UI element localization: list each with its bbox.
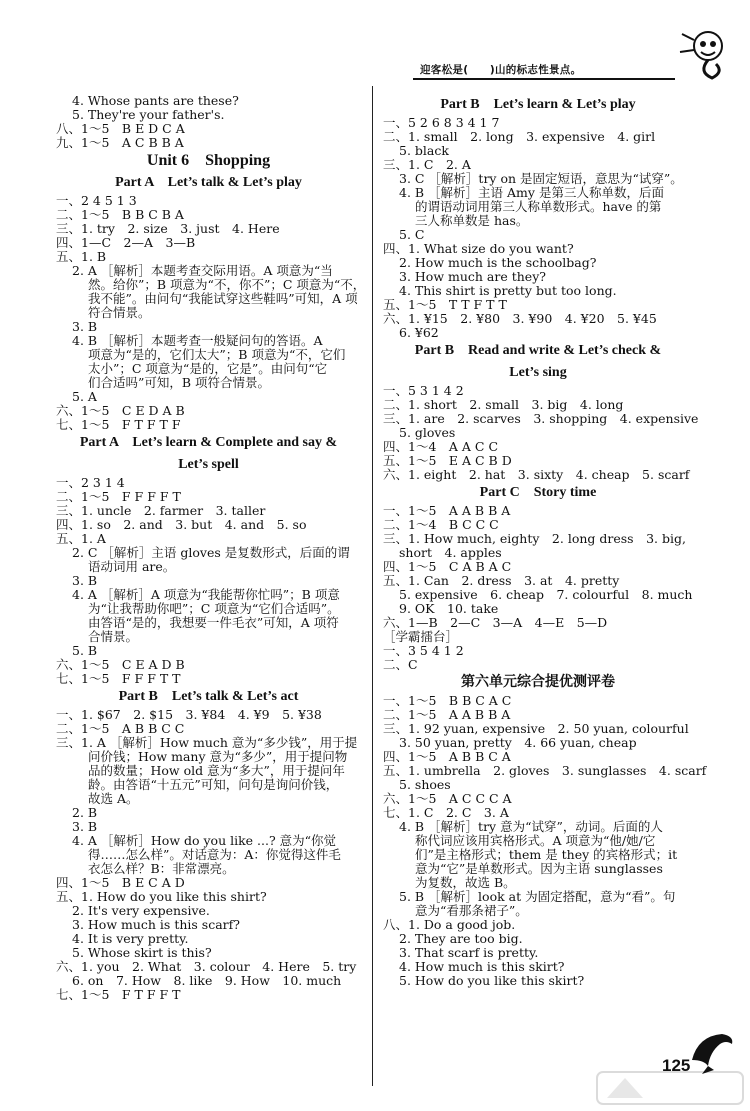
left-line: 语动词用 are。 (88, 559, 176, 574)
right-line: 为复数，故选 B。 (415, 875, 516, 890)
right-line: Part B Read and write & Let’s check & (414, 343, 662, 358)
left-line: 5. B (72, 643, 98, 658)
right-line: 2. How much is the schoolbag? (399, 255, 597, 270)
right-line: 五、1～5 E A C B D (383, 453, 512, 468)
right-line: 五、1. Can 2. dress 3. at 4. pretty (383, 573, 620, 588)
right-line: 四、1～5 C A B A C (383, 559, 512, 574)
left-line: 2. C ［解析］主语 gloves 是复数形式，后面的谓 (72, 545, 350, 560)
left-line: 太小”；C 项意为“是的，它是”。由问句“它 (88, 361, 328, 376)
left-line: 四、1. so 2. and 3. but 4. and 5. so (56, 517, 307, 532)
monkey-mascot-icon (668, 20, 730, 82)
left-line: 为“让我帮助你吧”；C 项意为“它们合适吗”。 (88, 601, 340, 616)
right-line: Let’s sing (509, 365, 567, 380)
left-line: 品的数量；How old 意为“多大”，用于提问年 (88, 763, 345, 778)
right-line: 们”是主格形式；them 是 they 的宾格形式；it (415, 847, 678, 862)
right-line: Part C Story time (479, 485, 597, 500)
left-line: 2. A ［解析］本题考查交际用语。A 项意为“当 (72, 263, 333, 278)
left-line: 九、1～5 A C B B A (56, 135, 184, 150)
right-line: 意为“看那条裙子”。 (415, 903, 528, 918)
right-line: 3. That scarf is pretty. (399, 945, 539, 960)
left-line: 4. A ［解析］A 项意为“我能帮你忙吗”；B 项意 (72, 587, 340, 602)
left-line: 二、1～5 A B B C C (56, 721, 185, 736)
left-line: 七、1～5 F T F F T (56, 987, 181, 1002)
left-line: Part B Let’s talk & Let’s act (118, 689, 299, 704)
right-line: 3. 50 yuan, pretty 4. 66 yuan, cheap (399, 735, 637, 750)
right-line: 一、3 5 4 1 2 (383, 643, 464, 658)
left-line: 龄。由答语“十五元”可知，问句是询问价钱， (88, 777, 339, 792)
right-line: 4. B ［解析］try 意为“试穿”，动词。后面的人 (399, 819, 663, 834)
right-line: 5. gloves (399, 425, 456, 440)
left-line: 5. A (72, 389, 97, 404)
right-line: 5. expensive 6. cheap 7. colourful 8. much (399, 587, 693, 602)
right-line: 意为“它”是单数形式。因为主语 sunglasses (415, 861, 663, 876)
right-line: 三、1. 92 yuan, expensive 2. 50 yuan, colourful (383, 721, 689, 736)
page-number: 125 (662, 1056, 691, 1075)
right-line: 称代词应该用宾格形式。A 项意为“他/她/它 (415, 833, 656, 848)
left-line: 5. They're your father's. (72, 107, 225, 122)
left-line: 二、1～5 F F F F T (56, 489, 181, 504)
left-line: 三、1. A ［解析］How much 意为“多少钱”，用于提 (56, 735, 358, 750)
left-line: 七、1～5 F F F T T (56, 671, 181, 686)
left-line: 4. Whose pants are these? (72, 93, 239, 108)
left-line: 故选 A。 (88, 791, 139, 806)
right-column (383, 94, 707, 988)
right-line: 二、C (383, 657, 418, 672)
right-line: 三、1. are 2. scarves 3. shopping 4. expensive (383, 411, 699, 426)
right-line: 六、1—B 2—C 3—A 4—E 5—D (383, 615, 608, 630)
left-line: 六、1～5 C E A D B (56, 657, 185, 672)
right-line: 四、1～4 A A C C (383, 439, 499, 454)
left-line: 衣怎么样？B：非常漂亮。 (88, 861, 235, 876)
left-line: 4. It is very pretty. (72, 931, 189, 946)
right-line: 4. This shirt is pretty but too long. (399, 283, 617, 298)
left-line: 3. B (72, 573, 98, 588)
left-line: 八、1～5 B E D C A (56, 121, 185, 136)
left-line: 3. B (72, 319, 98, 334)
right-line: Part B Let’s learn & Let’s play (440, 97, 636, 112)
left-line: 2. B (72, 805, 98, 820)
left-line: 得……怎么样”。对话意为：A：你觉得这件毛 (88, 847, 341, 862)
right-line: 六、1. ¥15 2. ¥80 3. ¥90 4. ¥20 5. ¥45 (383, 311, 657, 326)
right-line: 一、1～5 B B C A C (383, 693, 512, 708)
left-line: 由答语“是的，我想要一件毛衣”可知，A 项符 (88, 615, 339, 630)
right-line: ［学霸擂台］ (383, 629, 459, 644)
left-line: 六、1. you 2. What 3. colour 4. Here 5. try (56, 959, 357, 974)
right-line: 一、1～5 A A B B A (383, 503, 511, 518)
left-line: Let’s spell (178, 457, 239, 472)
left-line: 问价钱；How many 意为“多少”，用于提问物 (88, 749, 348, 764)
right-line: 的谓语动词用第三人称单数形式。have 的第 (415, 199, 662, 214)
column-divider (372, 86, 373, 1086)
left-line: 六、1～5 C E D A B (56, 403, 185, 418)
left-line: 合情景。 (88, 629, 139, 644)
right-line: 5. black (399, 143, 449, 158)
left-line: 2. It's very expensive. (72, 903, 210, 918)
left-line: 五、1. B (56, 249, 107, 264)
right-line: 5. C (399, 227, 425, 242)
right-line: 四、1. What size do you want? (383, 241, 574, 256)
right-line: 六、1. eight 2. hat 3. sixty 4. cheap 5. scarf (383, 467, 690, 482)
left-line: 四、1～5 B E C A D (56, 875, 185, 890)
right-line: 二、1. small 2. long 3. expensive 4. girl (383, 129, 656, 144)
right-line: 2. They are too big. (399, 931, 523, 946)
left-line: 3. How much is this scarf? (72, 917, 240, 932)
right-line: 五、1～5 T T F T T (383, 297, 507, 312)
left-line: Part A Let’s learn & Complete and say & (79, 435, 338, 450)
left-column (56, 93, 366, 1002)
right-line: 一、5 2 6 8 3 4 1 7 (383, 115, 500, 130)
left-line: 4. B ［解析］本题考查一般疑问句的答语。A (72, 333, 323, 348)
right-line: 第六单元综合提优测评卷 (461, 675, 615, 690)
dolphin-icon (688, 1030, 736, 1076)
right-line: 七、1. C 2. C 3. A (383, 805, 509, 820)
left-line: 三、1. uncle 2. farmer 3. taller (56, 503, 266, 518)
left-line: 符合情景。 (88, 305, 151, 320)
left-line: 二、1～5 B B C B A (56, 207, 184, 222)
right-line: 4. How much is this skirt? (399, 959, 565, 974)
right-line: 五、1. umbrella 2. gloves 3. sunglasses 4. scarf (383, 763, 707, 778)
right-line: short 4. apples (399, 545, 502, 560)
right-line: 一、5 3 1 4 2 (383, 383, 464, 398)
right-line: 三、1. C 2. A (383, 157, 471, 172)
right-line: 三人称单数是 has。 (415, 213, 529, 228)
right-line: 6. ¥62 (399, 325, 439, 340)
left-line: 五、1. A (56, 531, 106, 546)
left-line: 6. on 7. How 8. like 9. How 10. much (72, 973, 342, 988)
left-line: 三、1. try 2. size 3. just 4. Here (56, 221, 280, 236)
header-tagline: 迎客松是( )山的标志性景点。 (420, 64, 582, 76)
right-line: 四、1～5 A B B C A (383, 749, 511, 764)
right-line: 二、1～4 B C C C (383, 517, 499, 532)
left-line: Part A Let’s talk & Let’s play (115, 175, 302, 190)
left-line: 一、1. $67 2. $15 3. ¥84 4. ¥9 5. ¥38 (56, 707, 322, 722)
left-line: 一、2 4 5 1 3 (56, 193, 137, 208)
right-line: 3. C ［解析］try on 是固定短语，意思为“试穿”。 (399, 171, 683, 186)
left-line: 4. A ［解析］How do you like ...? 意为“你觉 (72, 833, 337, 848)
right-line: 六、1～5 A C C C A (383, 791, 512, 806)
right-line: 5. shoes (399, 777, 451, 792)
left-line: Unit 6 Shopping (146, 152, 271, 169)
left-line: 我不能”。由问句“我能试穿这些鞋吗”可知，A 项 (88, 291, 358, 306)
left-line: 七、1～5 F T F T F (56, 417, 181, 432)
left-line: 项意为“是的，它们太大”；B 项意为“不，它们 (88, 347, 346, 362)
right-line: 3. How much are they? (399, 269, 546, 284)
right-line: 八、1. Do a good job. (383, 917, 516, 932)
left-line: 们合适吗”可知，B 项符合情景。 (88, 375, 271, 390)
left-line: 四、1—C 2—A 3—B (56, 235, 196, 250)
left-line: 3. B (72, 819, 98, 834)
left-line: 5. Whose skirt is this? (72, 945, 212, 960)
right-line: 5. How do you like this skirt? (399, 973, 585, 988)
right-line: 9. OK 10. take (399, 601, 499, 616)
left-line: 一、2 3 1 4 (56, 475, 125, 490)
header-rule (413, 78, 675, 80)
right-line: 4. B ［解析］主语 Amy 是第三人称单数，后面 (399, 185, 664, 200)
left-line: 然。给你”；B 项意为“不，你不”；C 项意为“不， (88, 277, 366, 292)
right-line: 三、1. How much, eighty 2. long dress 3. big, (383, 531, 686, 546)
right-line: 二、1. short 2. small 3. big 4. long (383, 397, 624, 412)
right-line: 二、1～5 A A B B A (383, 707, 511, 722)
right-line: 5. B ［解析］look at 为固定搭配，意为“看”。句 (399, 889, 676, 904)
left-line: 五、1. How do you like this shirt? (56, 889, 267, 904)
